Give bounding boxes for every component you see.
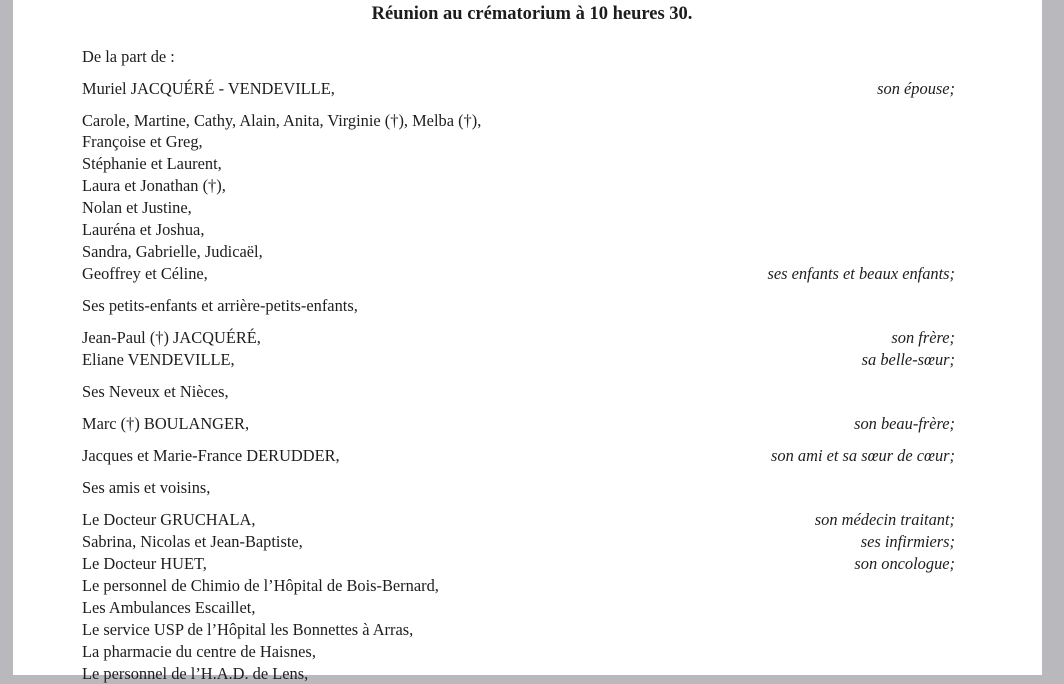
entry-name: Lauréna et Joshua,: [82, 220, 205, 239]
entry-name: La pharmacie du centre de Haisnes,: [82, 642, 316, 661]
entry-relation: son épouse;: [877, 79, 955, 98]
entry-relation: ses infirmiers;: [860, 532, 955, 551]
entry-name: Sandra, Gabrielle, Judicaël,: [82, 242, 263, 261]
entry-relation: son beau-frère;: [854, 414, 955, 433]
entry-name: Sabrina, Nicolas et Jean-Baptiste,: [82, 532, 303, 551]
entry-name: Jean-Paul (†) JACQUÉRÉ,: [82, 328, 261, 347]
entry-name: Françoise et Greg,: [82, 132, 203, 151]
entry-relation: sa belle-sœur;: [861, 350, 955, 369]
entry-name: Le Docteur GRUCHALA,: [82, 510, 256, 529]
entry-name: Ses Neveux et Nièces,: [82, 382, 229, 401]
entry-name: Stéphanie et Laurent,: [82, 154, 222, 173]
entry-relation: son oncologue;: [854, 554, 955, 573]
ceremony-heading: Réunion au crématorium à 10 heures 30.: [371, 4, 693, 24]
entry-name: Ses petits-enfants et arrière-petits-enfants,: [82, 296, 358, 315]
entry-name: Le Docteur HUET,: [82, 554, 207, 573]
entry-name: Carole, Martine, Cathy, Alain, Anita, Virginie (†), Melba (†),: [82, 111, 482, 130]
entry-name: Le personnel de Chimio de l’Hôpital de Bois-Bernard,: [82, 576, 439, 595]
entry-name: Laura et Jonathan (†),: [82, 176, 226, 195]
entry-name: Le personnel de l’H.A.D. de Lens,: [82, 664, 309, 683]
entry-name: Ses amis et voisins,: [82, 478, 211, 497]
entry-relation: son médecin traitant;: [814, 510, 955, 529]
entry-name: Le service USP de l’Hôpital les Bonnettes à Arras,: [82, 620, 414, 639]
entry-relation: son ami et sa sœur de cœur;: [771, 446, 955, 465]
entry-name: Geoffrey et Céline,: [82, 264, 208, 283]
entry-name: Eliane VENDEVILLE,: [82, 350, 235, 369]
entry-relation: son frère;: [891, 328, 955, 347]
entry-name: Muriel JACQUÉRÉ - VENDEVILLE,: [82, 79, 335, 98]
entry-name: Marc (†) BOULANGER,: [82, 414, 250, 433]
entry-name: Nolan et Justine,: [82, 198, 192, 217]
entry-name: Les Ambulances Escaillet,: [82, 598, 256, 617]
entry-relation: ses enfants et beaux enfants;: [767, 264, 955, 283]
entry-name: Jacques et Marie-France DERUDDER,: [82, 446, 340, 465]
entry-name: De la part de :: [82, 47, 175, 66]
